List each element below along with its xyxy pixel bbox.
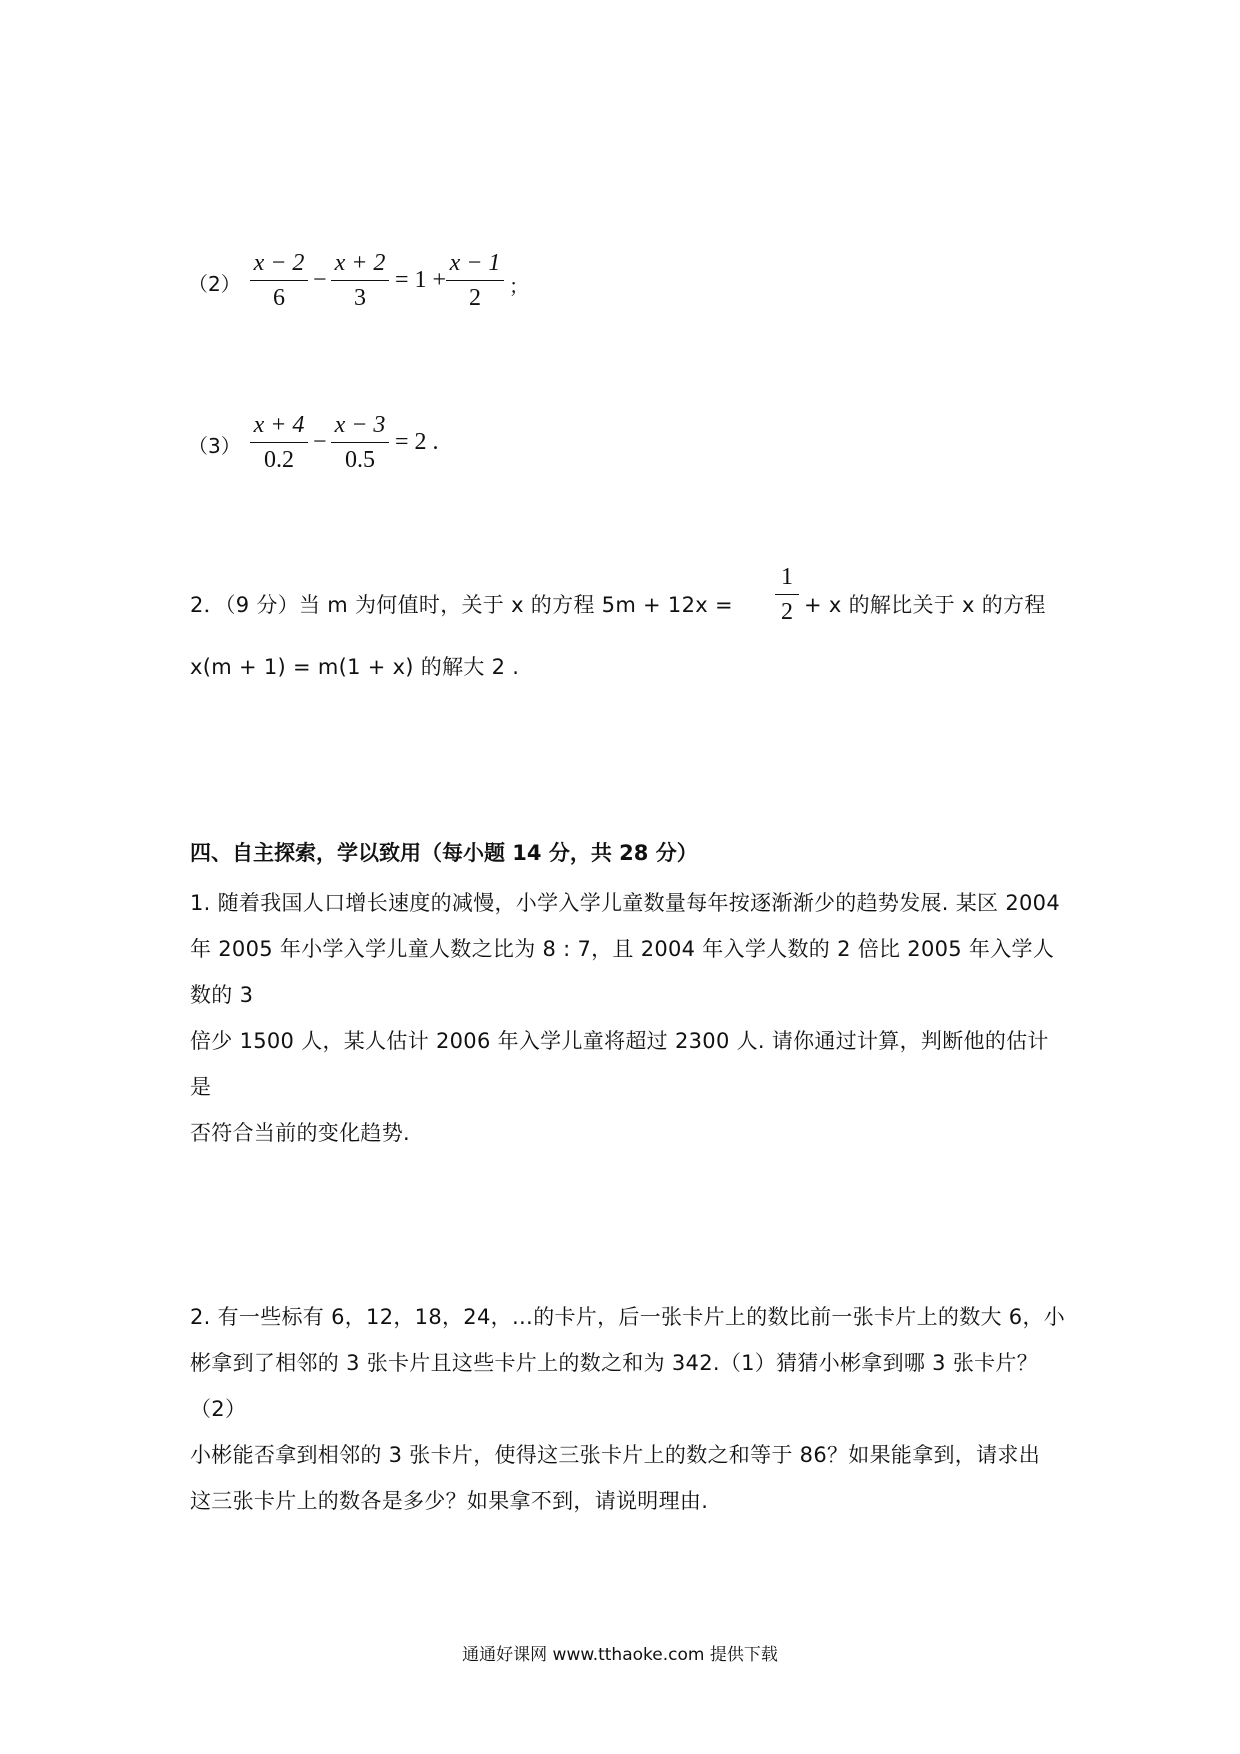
footer-credit: 通通好课网 www.tthaoke.com 提供下载 bbox=[462, 1645, 778, 1665]
paragraph-line: 1. 随着我国人口增长速度的减慢，小学入学儿童数量每年按逐渐渐少的趋势发展. 某区 2004 bbox=[190, 891, 1060, 915]
fraction: x − 1 2 bbox=[446, 248, 504, 313]
section-4-heading: 四、自主探索，学以致用（每小题 14 分，共 28 分） bbox=[190, 841, 698, 865]
paragraph-line: 2. 有一些标有 6，12，18，24，…的卡片，后一张卡片上的数比前一张卡片上的数大 6，小 bbox=[190, 1305, 1066, 1329]
paragraph-line: 彬拿到了相邻的 3 张卡片且这些卡片上的数之和为 342.（1）猜猜小彬拿到哪 3 张卡片？（2） bbox=[190, 1351, 1039, 1421]
problem-1 bbox=[190, 880, 1070, 1156]
paragraph-line: 小彬能否拿到相邻的 3 张卡片，使得这三张卡片上的数之和等于 86？如果能拿到，请求出 bbox=[190, 1443, 1041, 1467]
equation-label: （3） bbox=[188, 434, 241, 458]
question-text: + x 的解比关于 x 的方程 bbox=[804, 593, 1046, 617]
fraction: x − 2 6 bbox=[250, 248, 308, 313]
fraction: x − 3 0.5 bbox=[331, 410, 389, 475]
paragraph-line: 否符合当前的变化趋势. bbox=[190, 1121, 410, 1145]
question-text: 2．（9 分）当 m 为何值时，关于 x 的方程 5m + 12x = bbox=[190, 593, 733, 617]
question-text: x(m + 1) = m(1 + x) 的解大 2 . bbox=[190, 655, 520, 679]
equation-label: （2） bbox=[188, 272, 241, 296]
fraction: x + 2 3 bbox=[331, 248, 389, 313]
problem-2 bbox=[190, 1294, 1070, 1524]
paragraph-line: 倍少 1500 人，某人估计 2006 年入学儿童将超过 2300 人. 请你通过计算，判断他的估计是 bbox=[190, 1029, 1049, 1099]
paragraph-line: 这三张卡片上的数各是多少？如果拿不到，请说明理由. bbox=[190, 1489, 709, 1513]
paragraph-line: 年 2005 年小学入学儿童人数之比为 8 : 7，且 2004 年入学人数的 2 倍比 2005 年入学人数的 3 bbox=[190, 937, 1055, 1007]
fraction-one-half: 1 2 bbox=[775, 562, 799, 627]
fraction: x + 4 0.2 bbox=[250, 410, 308, 475]
